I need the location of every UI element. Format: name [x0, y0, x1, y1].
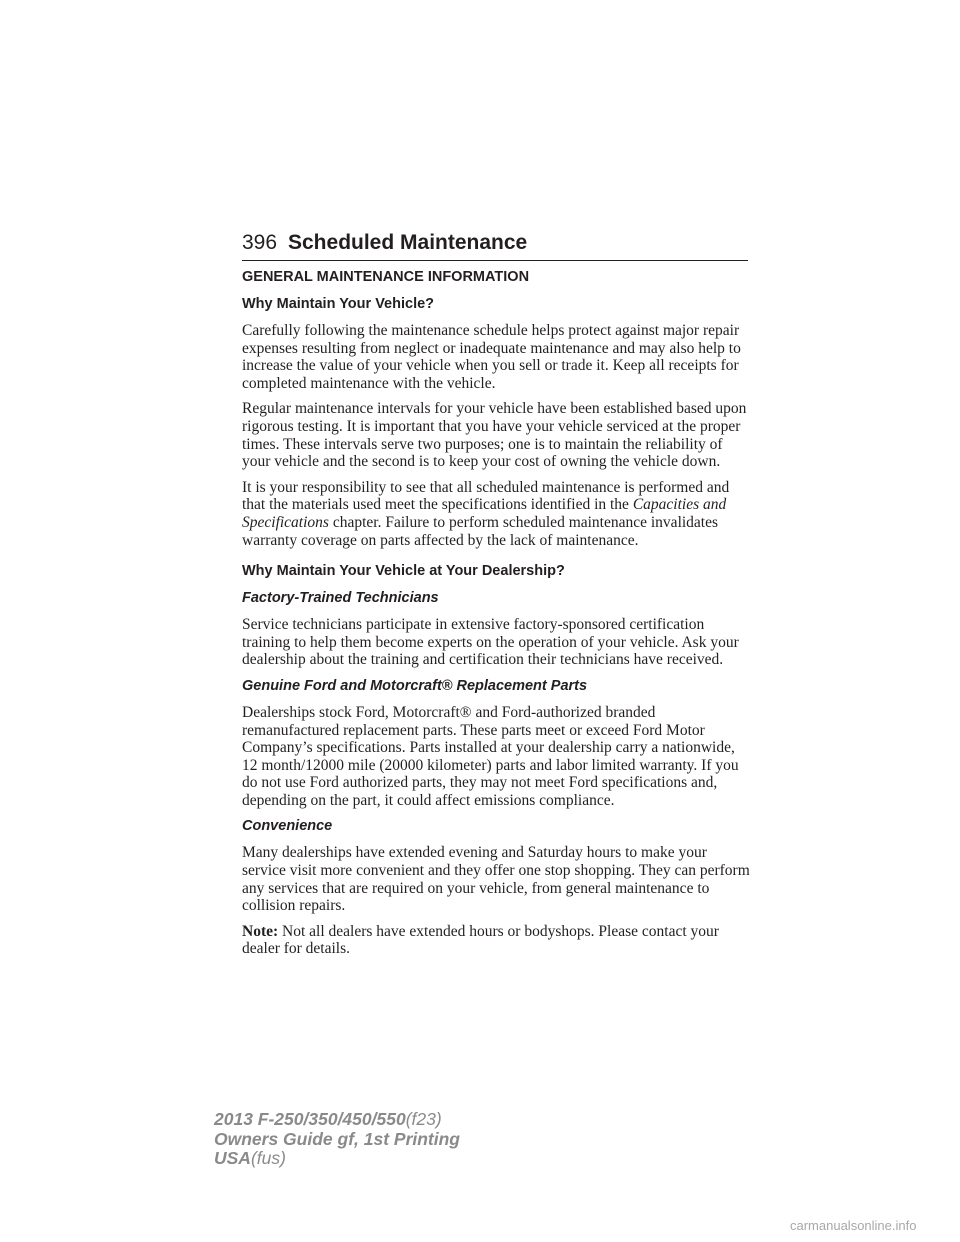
- convenience-paragraph: Many dealerships have extended evening and Saturday hours to make your service visit more convenient and they offer one stop shopping. They can perform any services that are required on your vehicle, from general maintenance to collision repairs.: [242, 844, 750, 915]
- why-dealership-heading: Why Maintain Your Vehicle at Your Dealership?: [242, 563, 565, 580]
- section-heading: GENERAL MAINTENANCE INFORMATION: [242, 269, 530, 285]
- why-maintain-heading: Why Maintain Your Vehicle?: [242, 296, 435, 312]
- why-maintain-paragraph-3: [242, 479, 754, 549]
- parts-paragraph: Dealerships stock Ford, Motorcraft® and Ford-authorized branded remanufactured replacement parts. These parts meet or exceed Ford Motor Company’s specifications. Parts installed at your dealership carry a nationwide, 12 month/12000 mile (20000 kilometer) parts and labor limited warranty. If you do not use Ford authorized parts, they may not meet Ford specifications and, depending on the part, it could affect emissions compliance.: [242, 703, 739, 809]
- watermark-text: carmanualsonline.info: [790, 1218, 917, 1233]
- footer-region: USA: [214, 1148, 251, 1168]
- footer-guide: Owners Guide gf, 1st Printing: [214, 1128, 460, 1149]
- page-content: [242, 268, 754, 958]
- print-footer: [214, 1110, 460, 1169]
- technicians-heading: Factory-Trained Technicians: [242, 590, 439, 607]
- footer-model: 2013 F-250/350/450/550: [214, 1109, 406, 1129]
- page-header: [242, 230, 748, 261]
- parts-heading: Genuine Ford and Motorcraft® Replacement Parts: [242, 677, 588, 694]
- convenience-heading: Convenience: [242, 818, 333, 835]
- chapter-title: Scheduled Maintenance: [288, 231, 528, 254]
- footer-region-code: (fus): [250, 1148, 286, 1168]
- paragraph-3-end: chapter. Failure to perform scheduled maintenance invalidates warranty coverage on parts affected by the lack of maintenance.: [242, 513, 719, 549]
- footer-model-code: (f23): [405, 1109, 442, 1129]
- footer-model-line: [214, 1110, 460, 1130]
- why-maintain-paragraph-2: Regular maintenance intervals for your vehicle have been established based upon rigorous testing. It is important that you have your vehicle serviced at the proper times. These intervals serve two purposes; one is to maintain the reliability of your vehicle and the second is to keep your cost of owning the vehicle down.: [242, 400, 747, 471]
- technicians-paragraph: Service technicians participate in extensive factory-sponsored certification training to help them become experts on the operation of your vehicle. Ask your dealership about the training and certification their technicians have received.: [242, 616, 739, 669]
- why-maintain-paragraph-1: Carefully following the maintenance schedule helps protect against major repair expenses resulting from neglect or inadequate maintenance and may also help to increase the value of your vehicle when you sell or trade it. Keep all receipts for completed maintenance with the vehicle.: [242, 322, 741, 392]
- capacities-chapter-reference: Capacities and Specifications: [242, 496, 727, 531]
- footer-region-line: [214, 1149, 460, 1169]
- note-label: Note:: [242, 922, 279, 940]
- note-paragraph: [242, 923, 754, 958]
- page-number: 396: [242, 231, 278, 254]
- paragraph-3-start: It is your responsibility to see that all scheduled maintenance is performed and that the materials used meet the specifications identified in the: [242, 478, 730, 514]
- note-text: Not all dealers have extended hours or bodyshops. Please contact your dealer for details.: [242, 922, 719, 958]
